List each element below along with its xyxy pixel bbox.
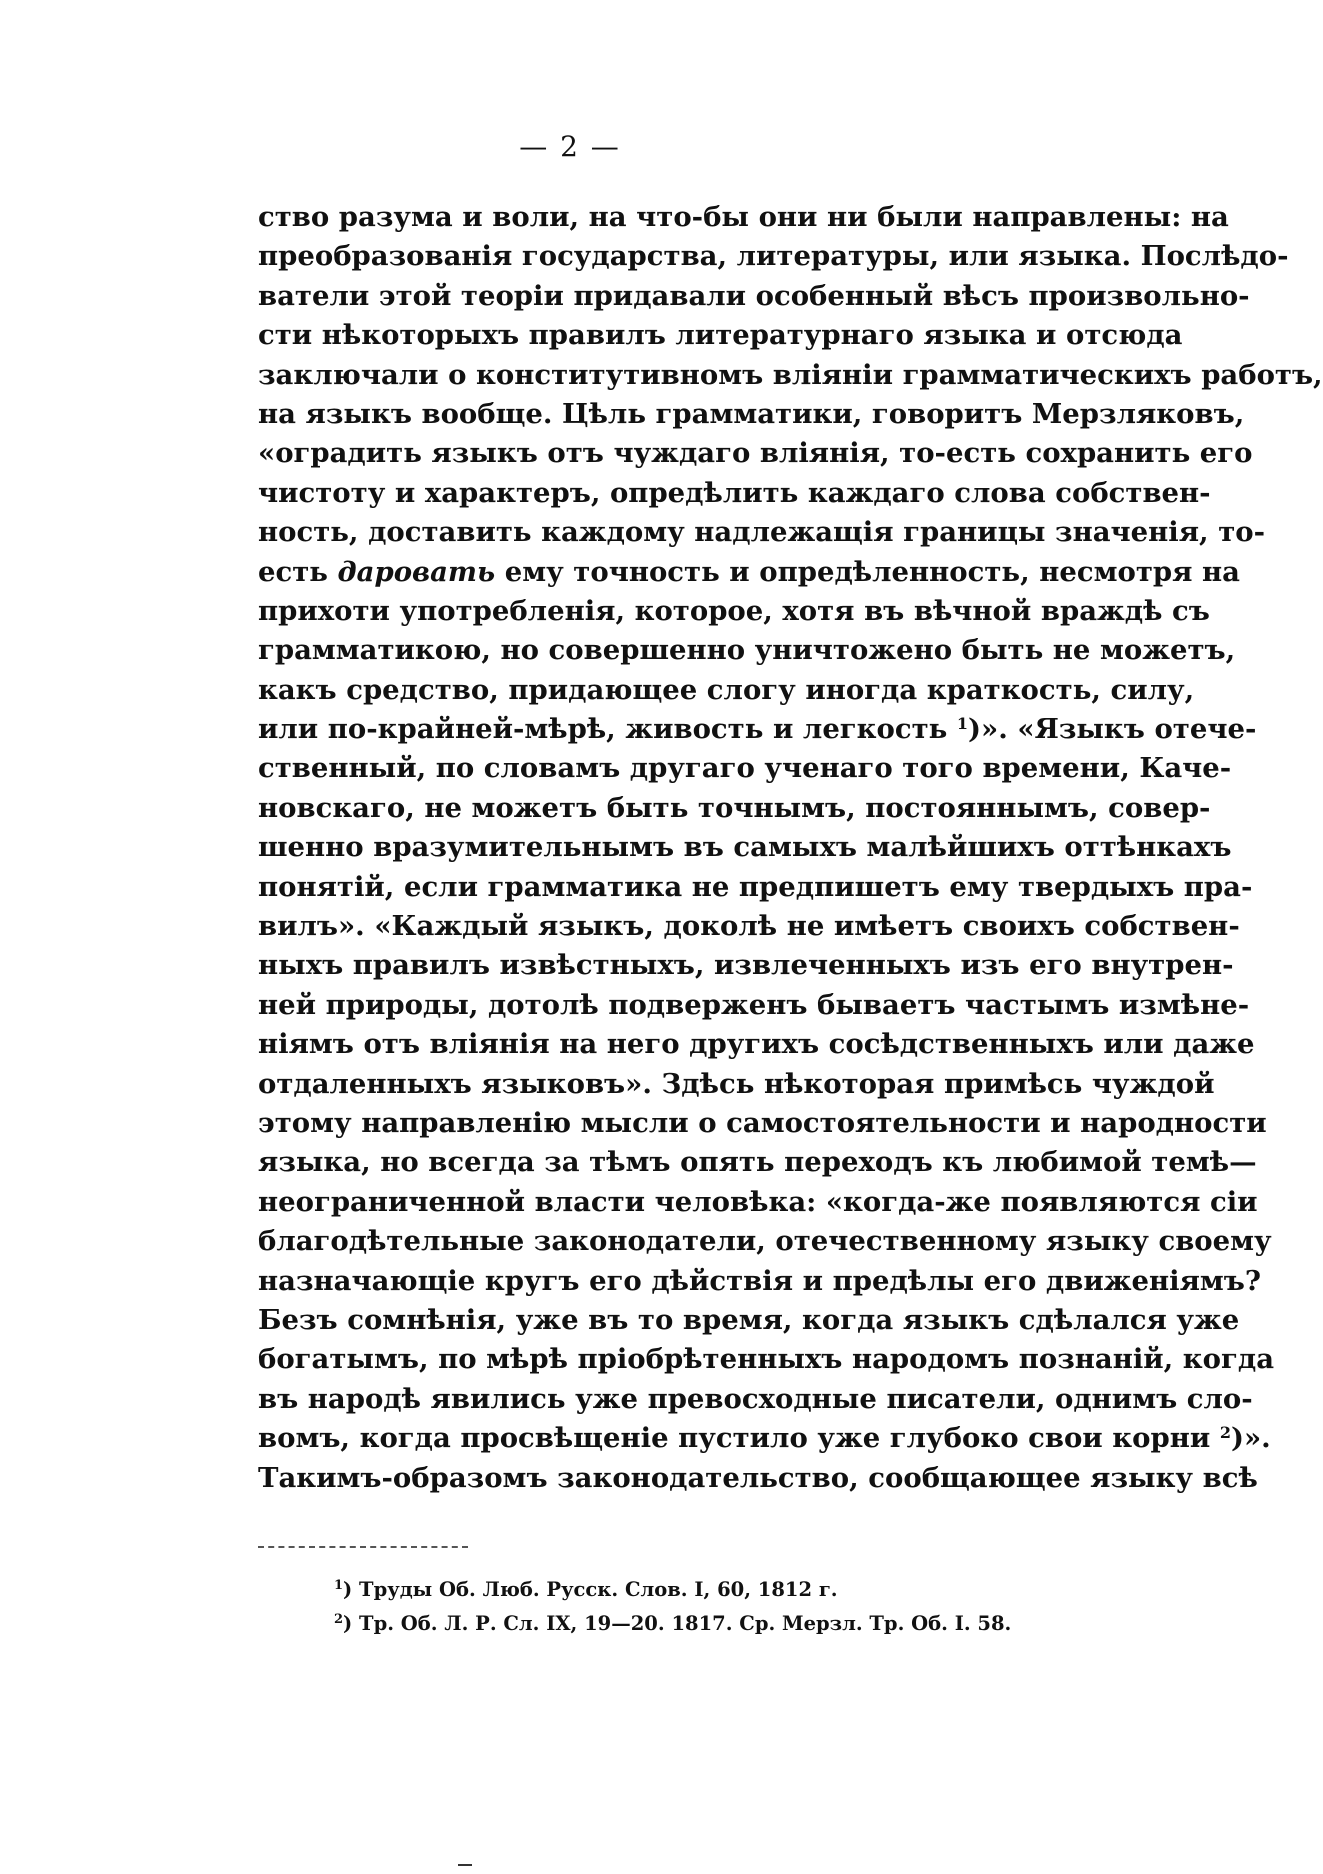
text-fragment: ему точность и опредѣленность, несмотря на — [495, 555, 1240, 588]
text-line: ственный, по словамъ другаго ученаго того времени, Каче- — [258, 752, 1232, 785]
text-line: ныхъ правилъ извѣстныхъ, извлеченныхъ изъ его внутрен- — [258, 949, 1234, 982]
footnote-marker: 2 — [334, 1612, 344, 1627]
text-line: сти нѣкоторыхъ правилъ литературнаго языка и отсюда — [258, 319, 1183, 352]
text-line: ство разума и воли, на что-бы они ни были направлены: на — [258, 201, 1229, 233]
text-fragment: )». «Языкъ отече- — [968, 713, 1257, 746]
text-line: назначающіе кругъ его дѣйствія и предѣлы его движеніямъ? — [258, 1264, 1261, 1297]
page-number: — 2 — — [519, 130, 621, 163]
footnote-text: ) Труды Об. Люб. Русск. Слов. I, 60, 1812 г. — [343, 1578, 838, 1601]
text-line: заключали о конститутивномъ вліяніи грамматическихъ работъ, — [258, 358, 1323, 391]
text-line: ность, доставить каждому надлежащія границы значенія, то- — [258, 516, 1265, 549]
text-line: грамматикою, но совершенно уничтожено быть не можетъ, — [258, 634, 1236, 667]
text-line: ватели этой теоріи придавали особенный вѣсъ произвольно- — [258, 279, 1250, 312]
footnote-2 — [334, 1607, 1074, 1641]
footnotes — [334, 1573, 1074, 1641]
text-line: въ народѣ явились уже превосходные писатели, однимъ сло- — [258, 1382, 1253, 1415]
text-line-with-italic — [258, 553, 1240, 592]
text-line: прихоти употребленія, которое, хотя въ вѣчной враждѣ съ — [258, 594, 1210, 627]
text-line: понятій, если грамматика не предпишетъ ему твердыхъ пра- — [258, 870, 1253, 903]
footnote-text: ) Тр. Об. Л. Р. Сл. IX, 19—20. 1817. Ср. Мерзл. Тр. Об. I. 58. — [343, 1612, 1012, 1635]
text-line: богатымъ, по мѣрѣ пріобрѣтенныхъ народомъ познаній, когда — [258, 1343, 1275, 1376]
text-fragment: есть — [258, 555, 338, 588]
text-line: неограниченной власти человѣка: «когда-же появляются сіи — [258, 1185, 1258, 1218]
text-line: преобразованія государства, литературы, или языка. Послѣдо- — [258, 240, 1289, 273]
text-fragment: вомъ, когда просвѣщеніе пустило уже глубоко свои корни — [258, 1422, 1220, 1455]
text-line: ніямъ отъ вліянія на него другихъ сосѣдственныхъ или даже — [258, 1028, 1255, 1061]
text-fragment: или по-крайней-мѣрѣ, живость и легкость — [258, 713, 957, 746]
text-line: новскаго, не можетъ быть точнымъ, постояннымъ, совер- — [258, 791, 1211, 824]
text-line: на языкъ вообще. Цѣль грамматики, говоритъ Мерзляковъ, — [258, 397, 1245, 430]
text-line: языка, но всегда за тѣмъ опять переходъ къ любимой темѣ— — [258, 1146, 1257, 1179]
text-fragment: )». — [1230, 1422, 1271, 1455]
footnote-ref-1: 1 — [956, 714, 969, 734]
printer-mark — [458, 1864, 472, 1866]
text-line: «оградить языкъ отъ чуждаго вліянія, то-есть сохранить его — [258, 437, 1253, 470]
text-line: шенно вразумительнымъ въ самыхъ малѣйшихъ оттѣнкахъ — [258, 831, 1232, 864]
text-line: ней природы, дотолѣ подверженъ бываетъ частымъ измѣне- — [258, 988, 1250, 1021]
text-line: какъ средство, придающее слогу иногда краткость, силу, — [258, 673, 1195, 706]
footnote-marker: 1 — [334, 1578, 344, 1593]
footnote-ref-2: 2 — [1219, 1423, 1231, 1443]
text-line: отдаленныхъ языковъ». Здѣсь нѣкоторая примѣсь чуждой — [258, 1067, 1215, 1100]
italic-word: даровать — [337, 555, 496, 588]
text-line: Такимъ-образомъ законодательство, сообщающее языку всѣ — [258, 1461, 1258, 1494]
text-line: Безъ сомнѣнія, уже въ то время, когда языкъ сдѣлался уже — [258, 1303, 1240, 1336]
text-line-with-footnote-ref — [258, 1419, 1271, 1458]
text-line: благодѣтельные законодатели, отечественному языку своему — [258, 1225, 1272, 1258]
text-line: вилъ». «Каждый языкъ, доколѣ не имѣетъ своихъ собствен- — [258, 910, 1240, 943]
footnote-separator — [258, 1546, 468, 1548]
text-line: этому направленію мысли о самостоятельности и народности — [258, 1106, 1267, 1139]
footnote-1 — [334, 1573, 1074, 1607]
text-line: чистоту и характеръ, опредѣлить каждаго слова собствен- — [258, 476, 1211, 509]
body-text — [258, 198, 1323, 1498]
text-line-with-footnote-ref — [258, 710, 1257, 749]
